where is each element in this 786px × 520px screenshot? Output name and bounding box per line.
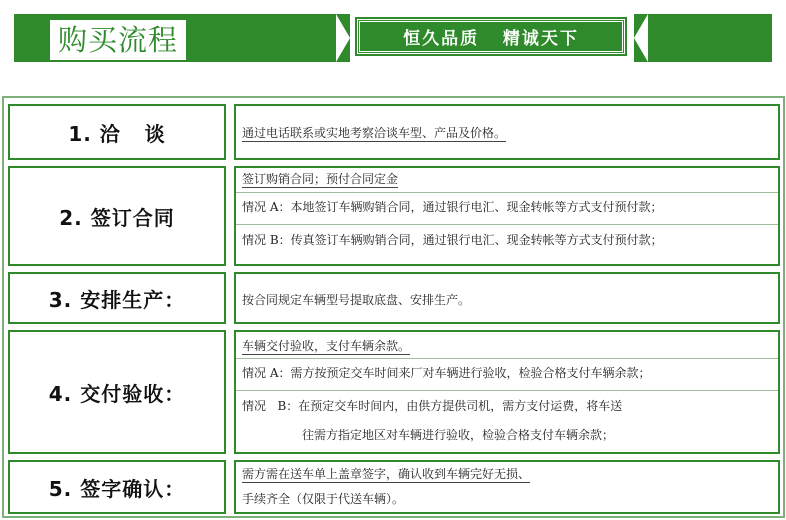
step-desc-cell-4 <box>234 330 780 454</box>
step-row-5 <box>8 460 780 514</box>
banner-notch-left <box>336 14 350 62</box>
slogan-text: 恒久品质 精诚天下 <box>403 29 579 49</box>
step-4-line-3: 情况 B：在预定交车时间内，由供方提供司机，需方支付运费，将车送 <box>242 399 623 413</box>
step-1-line-1: 通过电话联系或实地考察洽谈车型、产品及价格。 <box>242 126 507 140</box>
step-row-3 <box>8 272 780 324</box>
step-label-cell-3 <box>8 272 226 324</box>
step-desc-cell-2 <box>234 166 780 266</box>
divider <box>236 192 778 193</box>
step-label-5: 5. 签字确认： <box>48 476 186 501</box>
step-4-line-1: 车辆交付验收，支付车辆余款。 <box>242 339 411 353</box>
step-2-line-2: 情况 A：本地签订车辆购销合同，通过银行电汇、现金转帐等方式支付预付款； <box>242 200 663 214</box>
slogan-box <box>357 19 625 54</box>
page-title-box <box>48 18 188 62</box>
step-label-cell-4 <box>8 330 226 454</box>
step-desc-cell-3 <box>234 272 780 324</box>
step-4-line-4: 往需方指定地区对车辆进行验收，检验合格支付车辆余款； <box>302 428 615 442</box>
step-2-line-1: 签订购销合同；预付合同定金 <box>242 172 399 186</box>
divider <box>236 358 778 359</box>
step-label-2: 2. 签订合同 <box>59 205 175 230</box>
divider <box>236 224 778 225</box>
banner-notch-right <box>634 14 648 62</box>
step-label-cell-5 <box>8 460 226 514</box>
step-label-cell-2 <box>8 166 226 266</box>
step-row-4 <box>8 330 780 454</box>
step-3-line-1: 按合同规定车辆型号提取底盘、安排生产。 <box>242 293 471 307</box>
step-5-line-2: 手续齐全（仅限于代送车辆）。 <box>242 492 405 506</box>
step-label-3: 3. 安排生产： <box>48 287 186 312</box>
step-2-line-3: 情况 B：传真签订车辆购销合同，通过银行电汇、现金转帐等方式支付预付款； <box>242 233 663 247</box>
step-row-1 <box>8 104 780 160</box>
page-title: 购买流程 <box>58 22 179 57</box>
divider <box>236 390 778 391</box>
step-label-1: 1. 洽 谈 <box>68 121 166 146</box>
step-desc-cell-1 <box>234 104 780 160</box>
step-label-cell-1 <box>8 104 226 160</box>
step-label-4: 4. 交付验收： <box>48 381 186 406</box>
step-desc-cell-5 <box>234 460 780 514</box>
process-table <box>2 96 785 518</box>
step-row-2 <box>8 166 780 266</box>
step-5-line-1: 需方需在送车单上盖章签字，确认收到车辆完好无损、 <box>242 467 531 481</box>
step-4-line-2: 情况 A：需方按预定交车时间来厂对车辆进行验收，检验合格支付车辆余款； <box>242 366 651 380</box>
